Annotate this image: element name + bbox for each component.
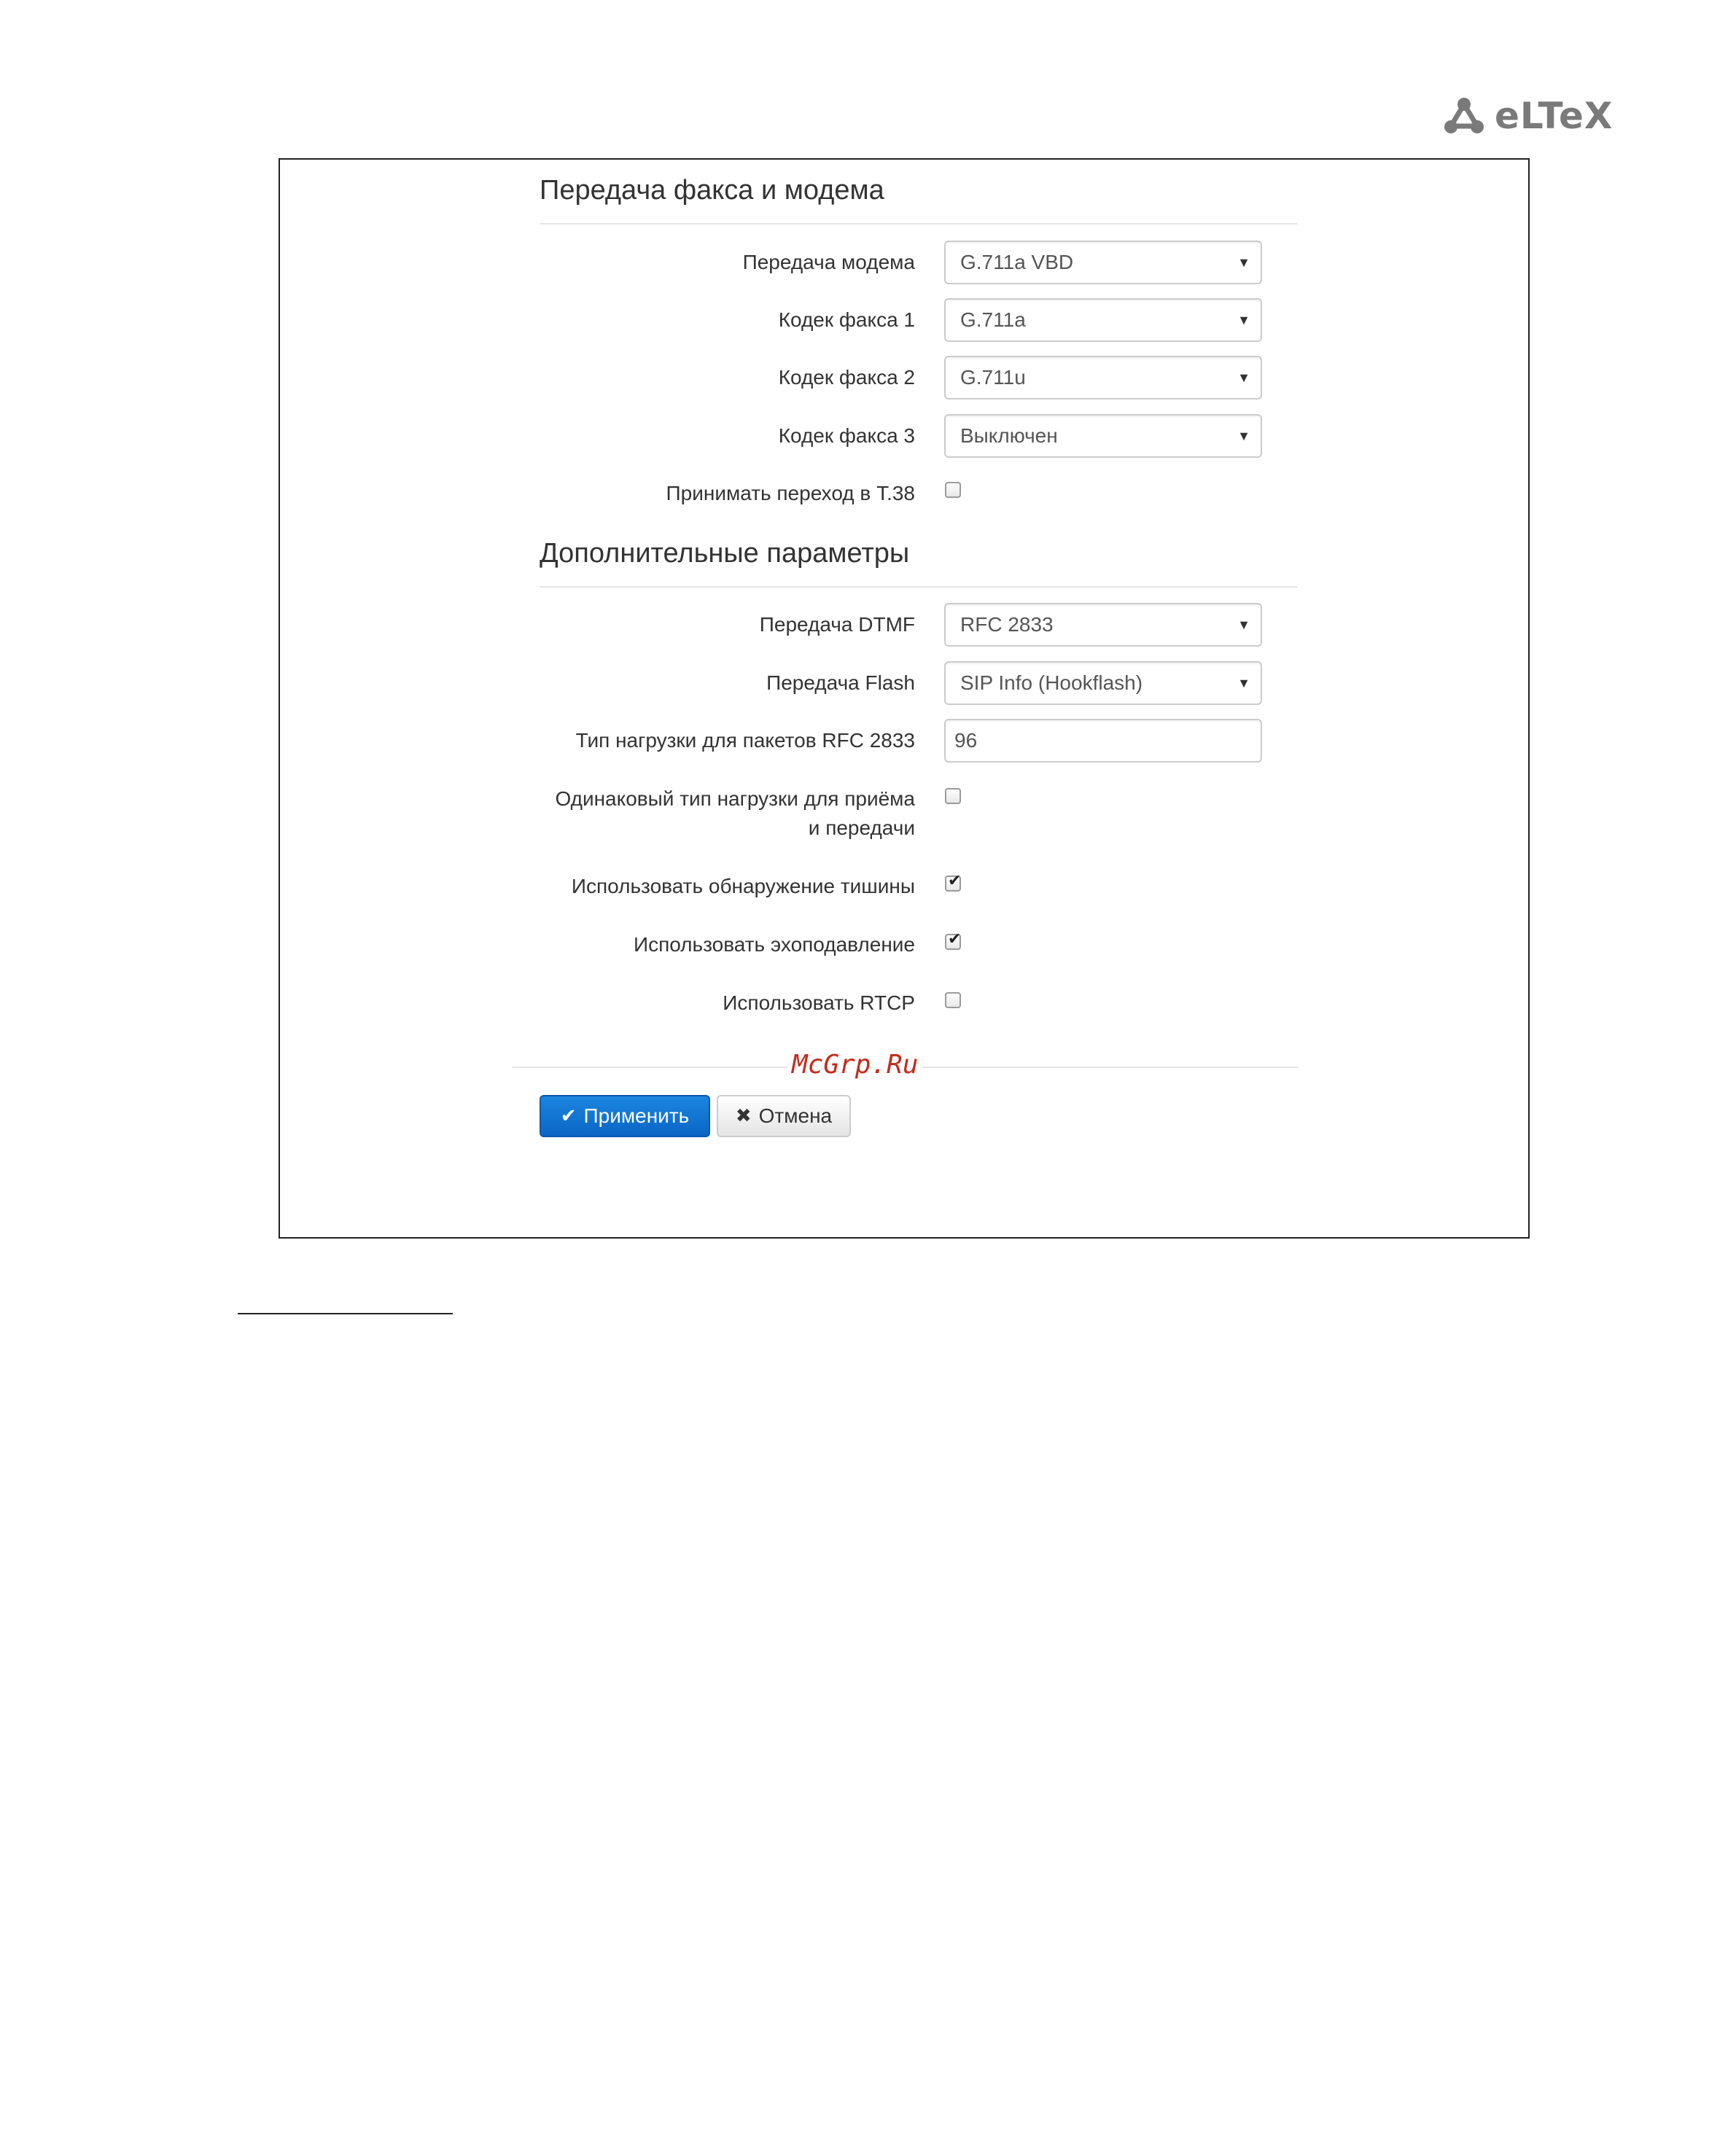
- close-icon: ✖: [735, 1105, 752, 1127]
- fax-codec-1-select[interactable]: [944, 298, 1262, 342]
- fax-codec-1-label: Кодек факса 1: [778, 308, 915, 331]
- chevron-down-icon: ▼: [1237, 255, 1250, 270]
- dtmf-transfer-label: Передача DTMF: [759, 613, 915, 636]
- chevron-down-icon: ▼: [1237, 429, 1250, 443]
- rfc2833-payload-label: Тип нагрузки для пакетов RFC 2833: [575, 729, 915, 752]
- apply-button[interactable]: [540, 1095, 710, 1137]
- fax-codec-2-label: Кодек факса 2: [778, 366, 915, 389]
- use-rtcp-checkbox[interactable]: [945, 992, 961, 1008]
- eltex-nodes-icon: [1444, 97, 1484, 135]
- watermark-text: McGrp.Ru: [787, 1050, 922, 1080]
- same-payload-label: [555, 784, 915, 843]
- section-divider: [540, 223, 1298, 225]
- fax-codec-2-select[interactable]: [944, 356, 1262, 399]
- logo-text: eLTeX: [1495, 95, 1614, 137]
- chevron-down-icon: ▼: [1237, 313, 1250, 327]
- use-rtcp-label: Использовать RTCP: [723, 991, 915, 1014]
- footnote-separator: [238, 1313, 453, 1314]
- silence-detection-checkbox[interactable]: [945, 872, 962, 892]
- same-payload-label-line2: и передачи: [808, 816, 915, 839]
- rfc2833-payload-input[interactable]: [944, 719, 1262, 763]
- modem-transfer-value: G.711a VBD: [960, 251, 1074, 273]
- dtmf-transfer-value: RFC 2833: [960, 613, 1054, 636]
- chevron-down-icon: ▼: [1237, 676, 1250, 690]
- extra-section-title: Дополнительные параметры: [540, 538, 910, 569]
- section-divider: [540, 586, 1298, 588]
- fax-codec-3-value: Выключен: [960, 424, 1058, 447]
- eltex-logo: [1444, 95, 1613, 137]
- apply-button-label: Применить: [583, 1104, 690, 1127]
- dtmf-transfer-select[interactable]: [944, 603, 1262, 647]
- flash-transfer-value: SIP Info (Hookflash): [960, 671, 1143, 694]
- modem-transfer-select[interactable]: [944, 241, 1262, 284]
- cancel-button-label: Отмена: [758, 1104, 833, 1127]
- fax-codec-3-label: Кодек факса 3: [778, 424, 915, 447]
- modem-transfer-label: Передача модема: [742, 251, 915, 273]
- fax-section-title: Передача факса и модема: [540, 175, 884, 206]
- cancel-button[interactable]: [717, 1095, 851, 1137]
- checkmark-icon: ✔: [948, 930, 962, 948]
- checkmark-icon: ✔: [560, 1105, 577, 1127]
- accept-t38-label: Принимать переход в T.38: [666, 482, 915, 504]
- same-payload-checkbox[interactable]: [945, 788, 961, 804]
- echo-cancellation-checkbox[interactable]: [945, 930, 962, 950]
- flash-transfer-select[interactable]: [944, 661, 1262, 705]
- fax-codec-2-value: G.711u: [960, 366, 1026, 389]
- echo-cancellation-label: Использовать эхоподавление: [633, 933, 915, 956]
- chevron-down-icon: ▼: [1237, 370, 1250, 385]
- accept-t38-checkbox[interactable]: [945, 482, 961, 498]
- chevron-down-icon: ▼: [1237, 617, 1250, 632]
- checkmark-icon: ✔: [948, 872, 962, 890]
- fax-codec-1-value: G.711a: [960, 308, 1026, 331]
- fax-codec-3-select[interactable]: [944, 414, 1262, 458]
- silence-detection-label: Использовать обнаружение тишины: [571, 875, 915, 897]
- flash-transfer-label: Передача Flash: [766, 671, 915, 694]
- same-payload-label-line1: Одинаковый тип нагрузки для приёма: [555, 787, 915, 810]
